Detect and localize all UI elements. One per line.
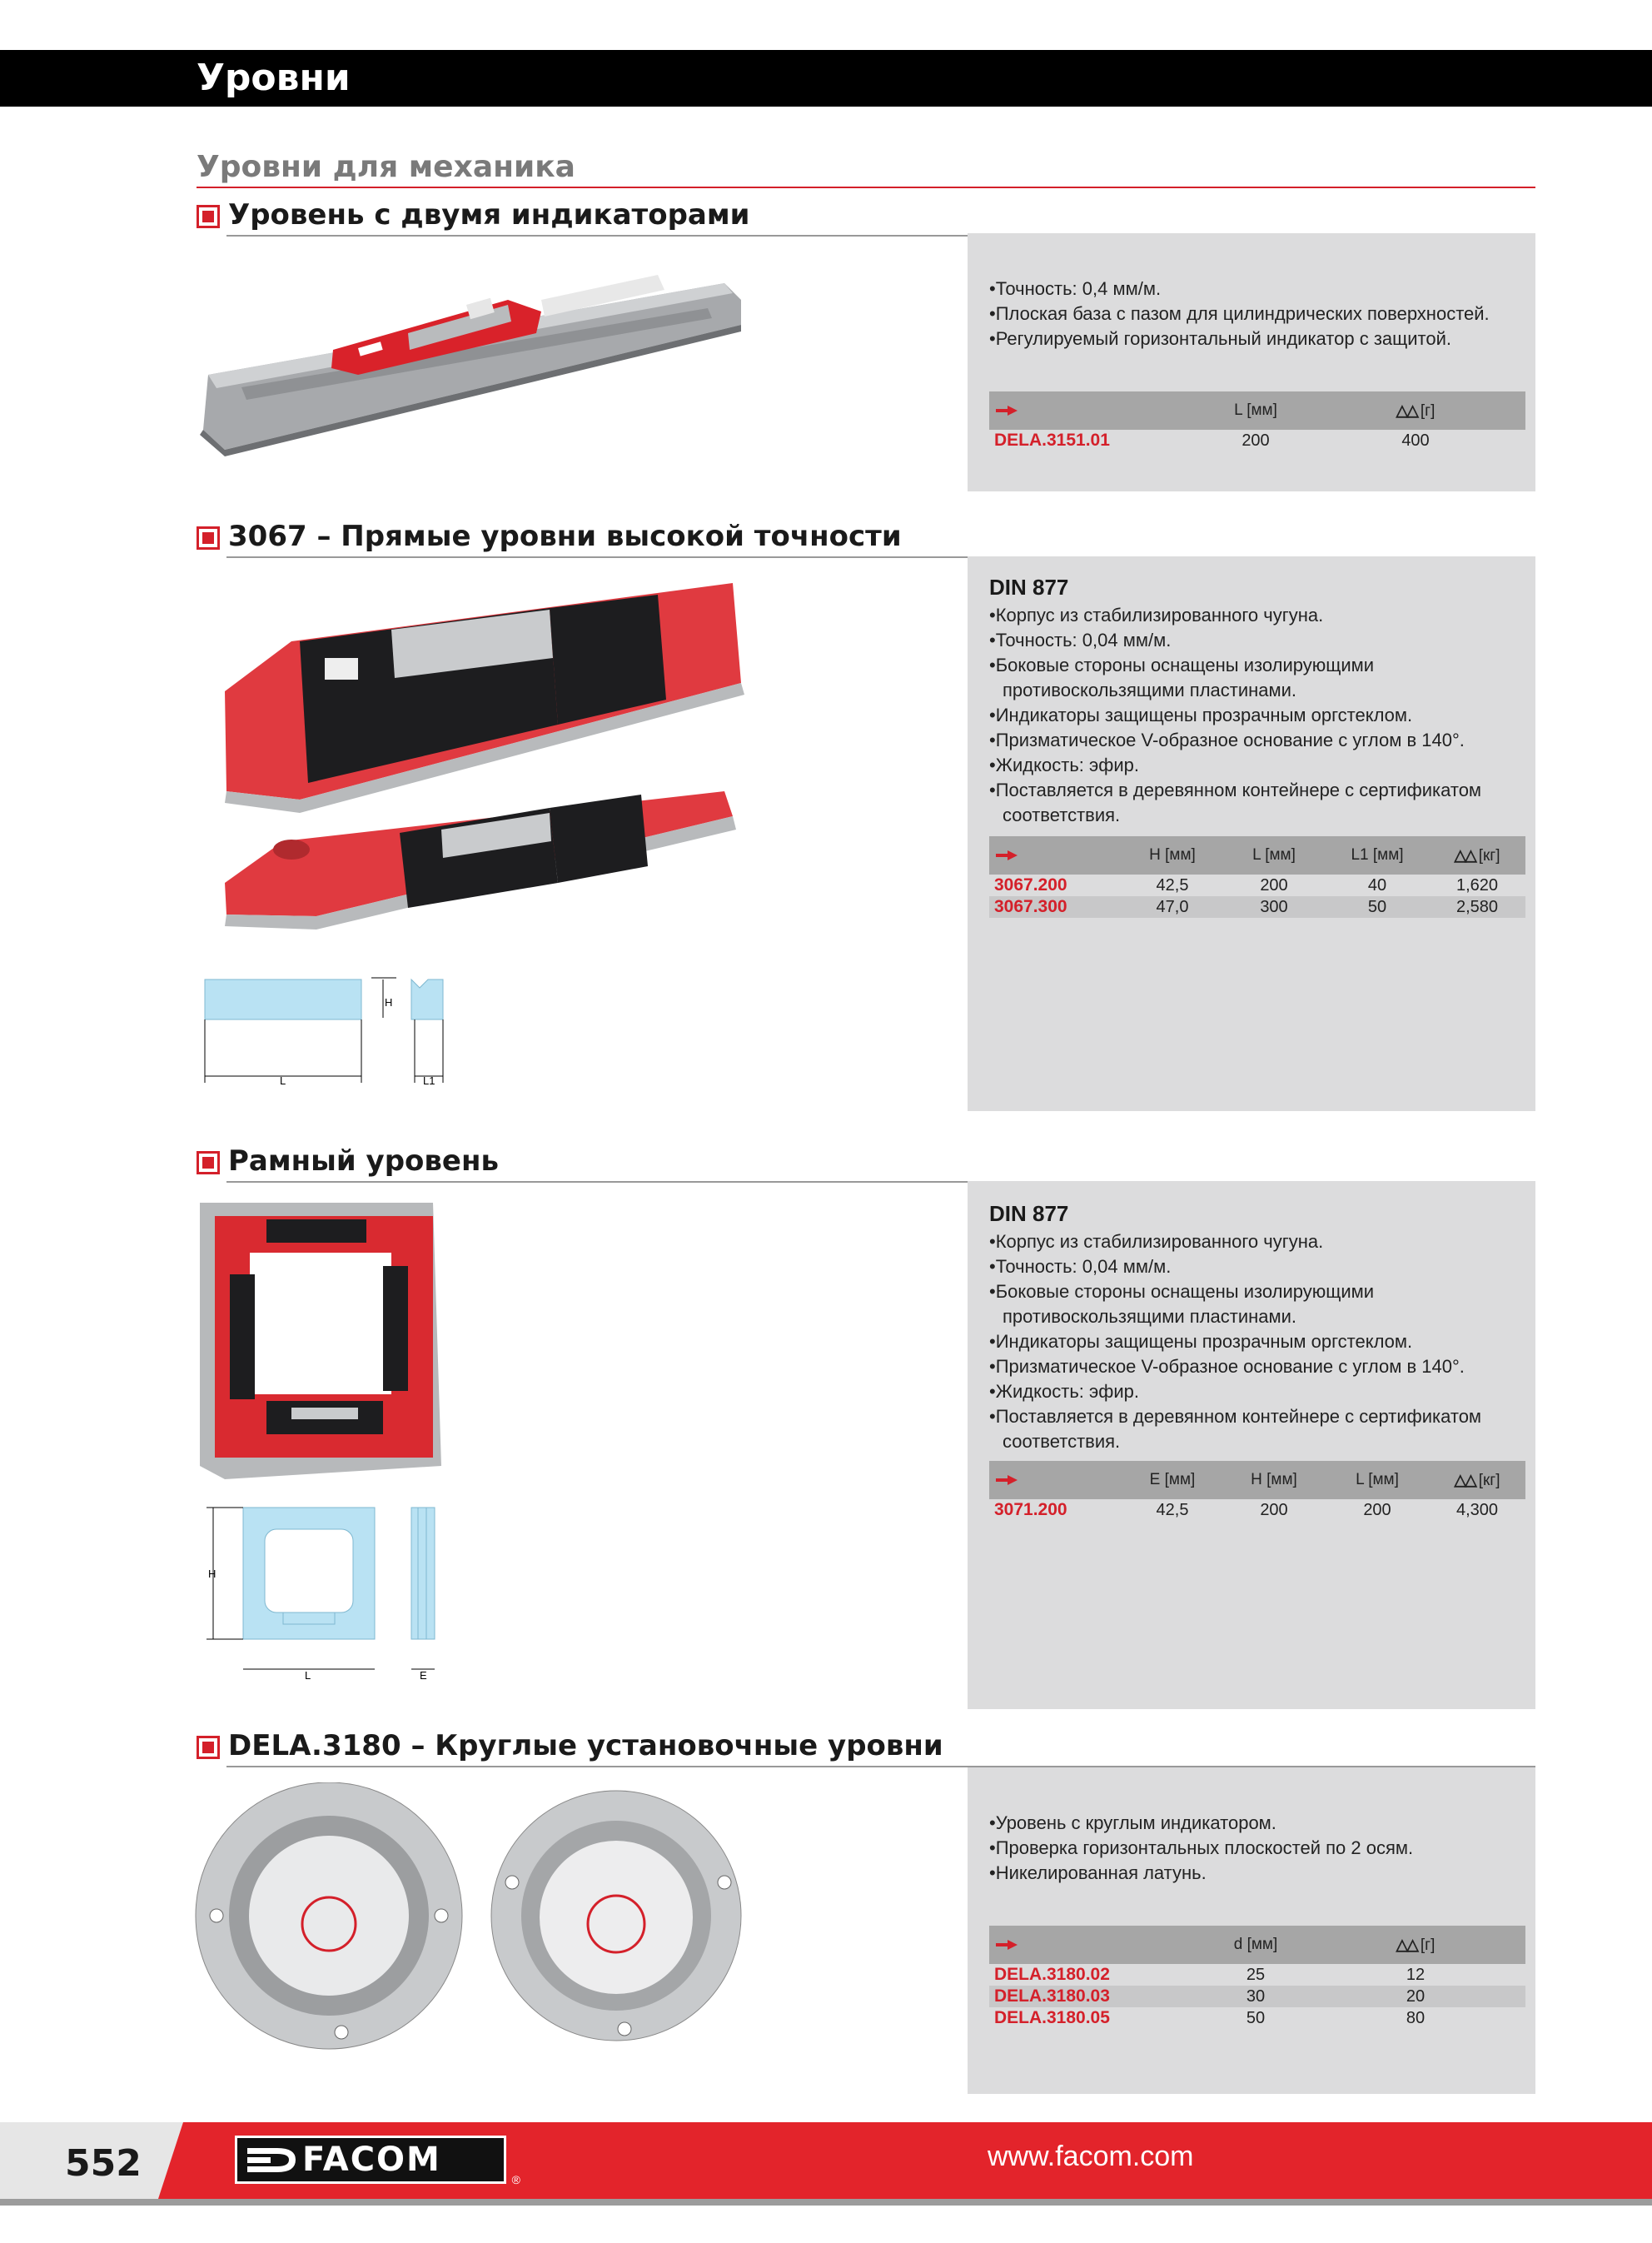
table-cell: 1,620	[1455, 876, 1499, 895]
dim-label-e: E	[420, 1669, 427, 1682]
table-cell: 400	[1401, 431, 1430, 450]
table-cell: 200	[1260, 876, 1288, 895]
feature-item: • Поставляется в деревянном контейнере с сертификатом соответствия.	[989, 1404, 1522, 1454]
column-header: L1 [мм]	[1326, 836, 1429, 875]
column-header: △△ [г]	[1306, 1926, 1525, 1964]
feature-item: • Боковые стороны оснащены изолирующими противоскользящими пластинами.	[989, 653, 1522, 703]
feature-item: • Уровень с круглым индикатором.	[989, 1811, 1522, 1836]
reference-code: 3067.300	[989, 896, 1122, 918]
dim-label-h: H	[208, 1568, 216, 1580]
section-heading	[197, 1729, 1535, 1767]
page-number: 552	[65, 2142, 142, 2185]
section-title: Уровень с двумя индикаторами	[228, 198, 750, 232]
table-cell: 40	[1367, 876, 1387, 895]
reference-code: DELA.3180.03	[989, 1986, 1206, 2007]
column-header: H [мм]	[1122, 836, 1222, 875]
table-cell: 20	[1306, 1986, 1525, 2007]
column-header: H [мм]	[1222, 1461, 1326, 1499]
table-cell: 50	[1326, 896, 1429, 918]
feature-item: • Жидкость: эфир.	[989, 1379, 1522, 1404]
website-url[interactable]: www.facom.com	[988, 2141, 1194, 2172]
page-title: Уровни	[197, 57, 351, 99]
table-row	[989, 430, 1525, 451]
table-row	[989, 1499, 1525, 1521]
feature-item: • Корпус из стабилизированного чугуна.	[989, 1229, 1522, 1254]
weight-icon: △△	[1454, 846, 1475, 865]
column-header: d [мм]	[1206, 1926, 1306, 1964]
table-cell: 25	[1246, 1966, 1266, 1984]
product-image-frame-level	[192, 1199, 441, 1483]
feature-item: • Индикаторы защищены прозрачным оргстеклом.	[989, 1329, 1522, 1354]
feature-item: • Плоская база с пазом для цилиндрических поверхностей.	[989, 302, 1522, 326]
table-cell: 200	[1363, 1501, 1391, 1519]
reference-code: DELA.3180.02	[994, 1965, 1110, 1984]
feature-list	[989, 1811, 1522, 1886]
spec-panel	[968, 1181, 1535, 1709]
spec-table	[989, 391, 1525, 451]
table-cell: 50	[1246, 2009, 1266, 2027]
registered-mark: ®	[511, 2173, 520, 2186]
section-marker-icon	[197, 1736, 220, 1759]
section-marker-icon	[197, 526, 220, 550]
brand-name: FACOM	[302, 2141, 441, 2179]
standard-label: DIN 877	[989, 575, 1069, 600]
feature-item: • Никелированная латунь.	[989, 1861, 1522, 1886]
table-row	[989, 1986, 1525, 2007]
reference-code: 3067.200	[994, 875, 1067, 895]
header-bar	[0, 50, 1652, 107]
column-header: L [мм]	[1222, 836, 1326, 875]
dim-label-l1: L1	[423, 1074, 435, 1087]
feature-item: • Поставляется в деревянном контейнере с сертификатом соответствия.	[989, 778, 1522, 828]
section-title: Рамный уровень	[228, 1144, 499, 1178]
feature-item: • Точность: 0,04 мм/м.	[989, 1254, 1522, 1279]
footer-rule	[0, 2199, 1652, 2206]
dim-label-h: H	[385, 996, 393, 1009]
dimension-diagram-straight-level	[197, 966, 480, 1099]
table-cell: 47,0	[1122, 896, 1222, 918]
table-row	[989, 1964, 1525, 1986]
reference-icon	[996, 406, 1018, 416]
table-cell: 4,300	[1455, 1501, 1499, 1519]
dim-label-l: L	[305, 1669, 311, 1682]
standard-label: DIN 877	[989, 1201, 1069, 1226]
table-cell: 300	[1222, 896, 1326, 918]
section-heading	[197, 520, 1535, 558]
table-cell: 200	[1260, 1501, 1288, 1519]
dim-label-l: L	[280, 1074, 286, 1087]
section-marker-icon	[197, 205, 220, 228]
spec-panel	[968, 556, 1535, 1111]
product-image-precision-levels	[192, 566, 841, 958]
table-row	[989, 896, 1525, 918]
feature-list	[989, 1229, 1522, 1454]
reference-icon	[996, 1475, 1018, 1485]
facom-logo-icon	[246, 2143, 297, 2176]
feature-list	[989, 277, 1522, 351]
weight-icon: △△	[1396, 1936, 1417, 1954]
weight-icon: △△	[1454, 1471, 1475, 1489]
weight-icon: △△	[1396, 401, 1417, 420]
section-title: DELA.3180 – Круглые установочные уровни	[228, 1729, 943, 1762]
table-cell: 12	[1406, 1966, 1426, 1984]
feature-list	[989, 603, 1522, 828]
table-cell: 200	[1241, 431, 1270, 450]
reference-code: DELA.3151.01	[994, 431, 1110, 450]
column-header: E [мм]	[1122, 1461, 1222, 1499]
table-cell: 42,5	[1156, 876, 1189, 895]
feature-item: • Призматическое V-образное основание с углом в 140°.	[989, 728, 1522, 753]
column-header: △△ [кг]	[1429, 1461, 1525, 1499]
reference-icon	[996, 1940, 1018, 1950]
reference-code: 3071.200	[994, 1500, 1067, 1519]
section-heading	[197, 198, 1535, 237]
facom-logo	[235, 2136, 520, 2186]
column-header: △△ [г]	[1306, 391, 1525, 430]
section-marker-icon	[197, 1151, 220, 1174]
reference-code: DELA.3180.05	[994, 2008, 1110, 2027]
table-cell: 2,580	[1429, 896, 1525, 918]
feature-item: • Боковые стороны оснащены изолирующими противоскользящими пластинами.	[989, 1279, 1522, 1329]
column-header: L [мм]	[1206, 391, 1306, 430]
table-row	[989, 875, 1525, 896]
section-heading	[197, 1144, 1535, 1183]
spec-table	[989, 1926, 1525, 2029]
column-header: △△ [кг]	[1429, 836, 1525, 875]
feature-item: • Проверка горизонтальных плоскостей по 2 осям.	[989, 1836, 1522, 1861]
column-header: L [мм]	[1326, 1461, 1429, 1499]
product-image-dual-vial-level	[192, 242, 758, 458]
spec-table	[989, 1461, 1525, 1521]
category-subtitle: Уровни для механика	[197, 150, 575, 184]
feature-item: • Индикаторы защищены прозрачным оргстеклом.	[989, 703, 1522, 728]
product-image-circular-levels	[192, 1782, 758, 2057]
reference-icon	[996, 850, 1018, 860]
subtitle-rule	[197, 187, 1535, 188]
feature-item: • Точность: 0,4 мм/м.	[989, 277, 1522, 302]
section-title: 3067 – Прямые уровни высокой точности	[228, 520, 902, 553]
table-cell: 42,5	[1156, 1501, 1189, 1519]
spec-panel	[968, 1767, 1535, 2094]
table-cell: 30	[1206, 1986, 1306, 2007]
feature-item: • Призматическое V-образное основание с углом в 140°.	[989, 1354, 1522, 1379]
feature-item: • Жидкость: эфир.	[989, 753, 1522, 778]
dimension-diagram-frame-level	[197, 1499, 480, 1682]
feature-item: • Точность: 0,04 мм/м.	[989, 628, 1522, 653]
table-row	[989, 2007, 1525, 2029]
spec-panel	[968, 233, 1535, 491]
table-cell: 80	[1406, 2009, 1426, 2027]
feature-item: • Регулируемый горизонтальный индикатор с защитой.	[989, 326, 1522, 351]
feature-item: • Корпус из стабилизированного чугуна.	[989, 603, 1522, 628]
spec-table	[989, 836, 1525, 918]
